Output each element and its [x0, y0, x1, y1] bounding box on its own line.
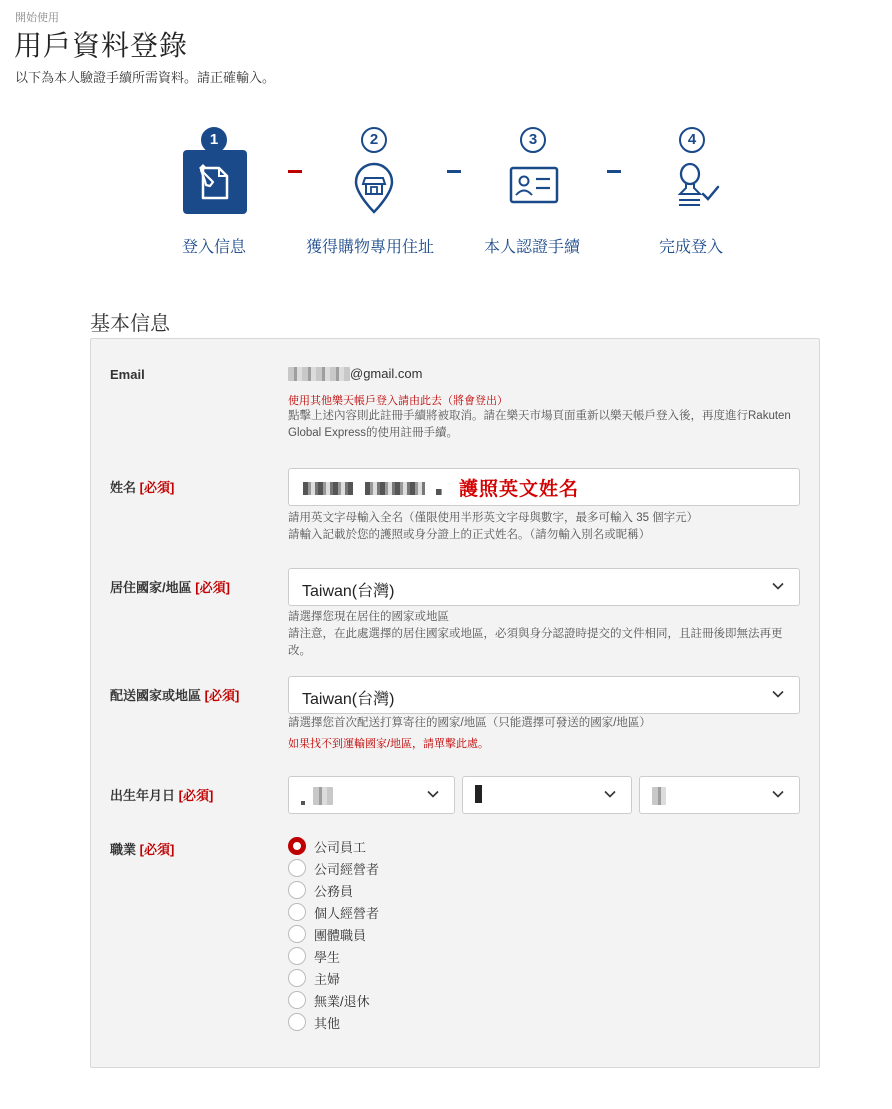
name-label: 姓名 [必須] [110, 480, 175, 495]
redacted-text [303, 482, 442, 500]
residence-note-2: 請注意，在此處選擇的居住國家或地區，必須與身分認證時提交的文件相同，且註冊後即無法再更改。 [288, 628, 783, 657]
radio[interactable] [288, 969, 306, 987]
birth-year-select[interactable] [288, 776, 455, 814]
occupation-option[interactable]: 團體職員 [288, 925, 366, 943]
residence-label: 居住國家/地區 [必須] [110, 580, 230, 595]
radio-checked[interactable] [288, 837, 306, 855]
shipping-select[interactable]: Taiwan(台灣) [288, 676, 800, 714]
shop-location-pin-icon [350, 160, 398, 216]
birthday-label: 出生年月日 [必須] [110, 788, 214, 803]
occupation-option[interactable]: 公司員工 [288, 837, 366, 855]
step-label: 完成登入 [659, 239, 724, 256]
radio[interactable] [288, 903, 306, 921]
passport-name-annotation: 護照英文姓名 [459, 479, 580, 500]
radio[interactable] [288, 991, 306, 1009]
switch-account-link[interactable]: 使用其他樂天帳戶登入請由此去（將會登出） [288, 395, 508, 407]
edit-document-icon [183, 150, 247, 214]
shipping-help-link[interactable]: 如果找不到運輸國家/地區，請單擊此處。 [288, 738, 490, 750]
occupation-option[interactable]: 主婦 [288, 969, 340, 987]
birth-day-select[interactable] [639, 776, 800, 814]
residence-select[interactable]: Taiwan(台灣) [288, 568, 800, 606]
section-title: 基本信息 [90, 313, 170, 335]
occupation-option[interactable]: 學生 [288, 947, 340, 965]
redacted-text [652, 787, 666, 810]
email-note: 點擊上述內容則此註冊手續將被取消。請在樂天市場頁面重新以樂天帳戶登入後，再度進行Rakuten Global Express的使用註冊手續。 [288, 410, 791, 439]
shipping-label: 配送國家或地區 [必須] [110, 688, 240, 703]
step-connector [288, 170, 302, 173]
step-number: 3 [520, 127, 546, 153]
step-number: 2 [361, 127, 387, 153]
occupation-option[interactable]: 公務員 [288, 881, 353, 899]
step-connector [447, 170, 461, 173]
redacted-text [475, 785, 482, 803]
occupation-option[interactable]: 其他 [288, 1013, 340, 1031]
radio[interactable] [288, 859, 306, 877]
step-label: 登入信息 [182, 239, 247, 256]
name-note-1: 請用英文字母輸入全名（僅限使用半形英文字母與數字，最多可輸入 35 個字元） [288, 512, 699, 524]
chevron-down-icon [771, 687, 785, 701]
person-check-icon [670, 160, 724, 214]
redacted-text [301, 787, 333, 810]
birth-month-select[interactable] [462, 776, 632, 814]
redacted-text [288, 367, 350, 381]
step-number: 4 [679, 127, 705, 153]
name-input[interactable] [288, 468, 800, 506]
chevron-down-icon [771, 579, 785, 593]
name-note-2: 請輸入記載於您的護照或身分證上的正式姓名。（請勿輸入別名或昵稱） [288, 529, 651, 541]
shipping-note: 請選擇您首次配送打算寄往的國家/地區（只能選擇可發送的國家/地區） [288, 717, 651, 729]
page-title: 用戶資料登錄 [14, 30, 189, 61]
step-number: 1 [201, 127, 227, 153]
id-card-icon [509, 166, 559, 206]
email-value: @gmail.com [288, 366, 422, 381]
radio[interactable] [288, 881, 306, 899]
occupation-option[interactable]: 個人經營者 [288, 903, 379, 921]
email-label: Email [110, 367, 145, 382]
step-label: 本人認證手續 [484, 239, 581, 256]
radio[interactable] [288, 1013, 306, 1031]
chevron-down-icon [603, 787, 617, 801]
residence-note-1: 請選擇您現在居住的國家或地區 [288, 611, 449, 623]
occupation-option[interactable]: 無業/退休 [288, 991, 370, 1009]
step-connector [607, 170, 621, 173]
radio[interactable] [288, 925, 306, 943]
occupation-label: 職業 [必須] [110, 842, 175, 857]
step-label: 獲得購物專用住址 [306, 239, 435, 256]
chevron-down-icon [771, 787, 785, 801]
breadcrumb: 開始使用 [15, 12, 59, 24]
occupation-option[interactable]: 公司經營者 [288, 859, 379, 877]
chevron-down-icon [426, 787, 440, 801]
page-subtitle: 以下為本人驗證手續所需資料。請正確輸入。 [15, 70, 276, 85]
radio[interactable] [288, 947, 306, 965]
